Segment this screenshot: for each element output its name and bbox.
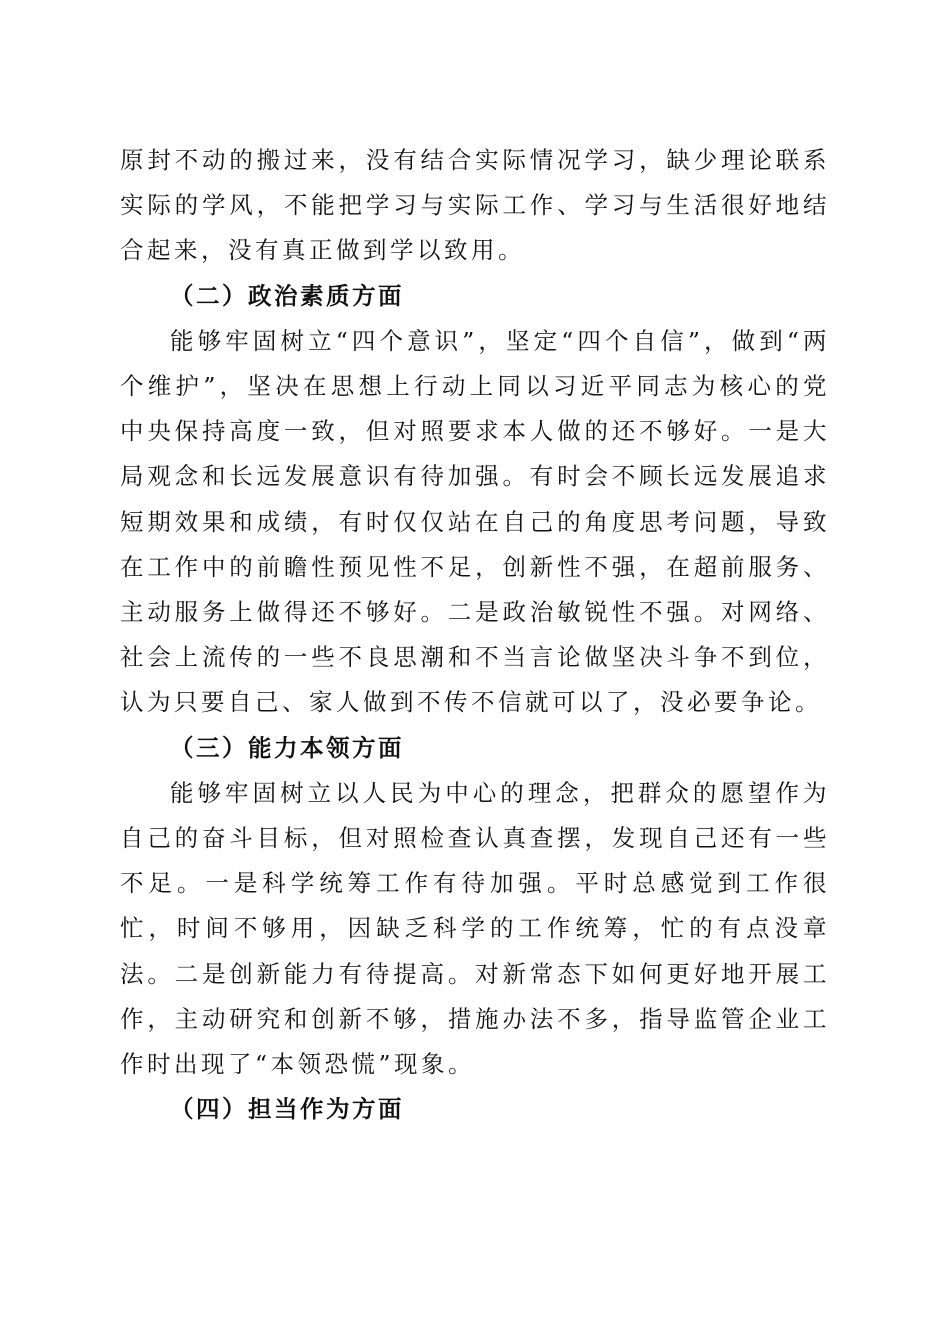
section-heading-ability: （三）能力本领方面 bbox=[170, 733, 404, 762]
section-heading-political-quality: （二）政治素质方面 bbox=[170, 281, 404, 310]
paragraph-continued: 原封不动的搬过来，没有结合实际情况学习，缺少理论联系实际的学风，不能把学习与实际工作、学习与生活很好地结合起来，没有真正做到学以致用。 bbox=[120, 146, 830, 265]
paragraph-political-quality: 能够牢固树立“四个意识”，坚定“四个自信”，做到“两个维护”，坚决在思想上行动上同以习近平同志为核心的党中央保持高度一致，但对照要求本人做的还不够好。一是大局观念和长远发展意识有待加强。有时会不顾长远发展追求短期效果和成绩，有时仅仅站在自己的角度思考问题，导致在工作中的前瞻性预见性不足，创新性不强，在超前服务、主动服务上做得还不够好。二是政治敏锐性不强。对网络、社会上流传的一些不良思潮和不当言论做坚决斗争不到位，认为只要自己、家人做到不传不信就可以了，没必要争论。 bbox=[120, 326, 830, 717]
document-body bbox=[120, 138, 830, 1132]
section-heading-responsibility: （四）担当作为方面 bbox=[170, 1095, 404, 1124]
paragraph-ability: 能够牢固树立以人民为中心的理念，把群众的愿望作为自己的奋斗目标，但对照检查认真查摆，发现自己还有一些不足。一是科学统筹工作有待加强。平时总感觉到工作很忙，时间不够用，因缺乏科学的工作统筹，忙的有点没章法。二是创新能力有待提高。对新常态下如何更好地开展工作，主动研究和创新不够，措施办法不多，指导监管企业工作时出现了“本领恐慌”现象。 bbox=[120, 778, 830, 1079]
